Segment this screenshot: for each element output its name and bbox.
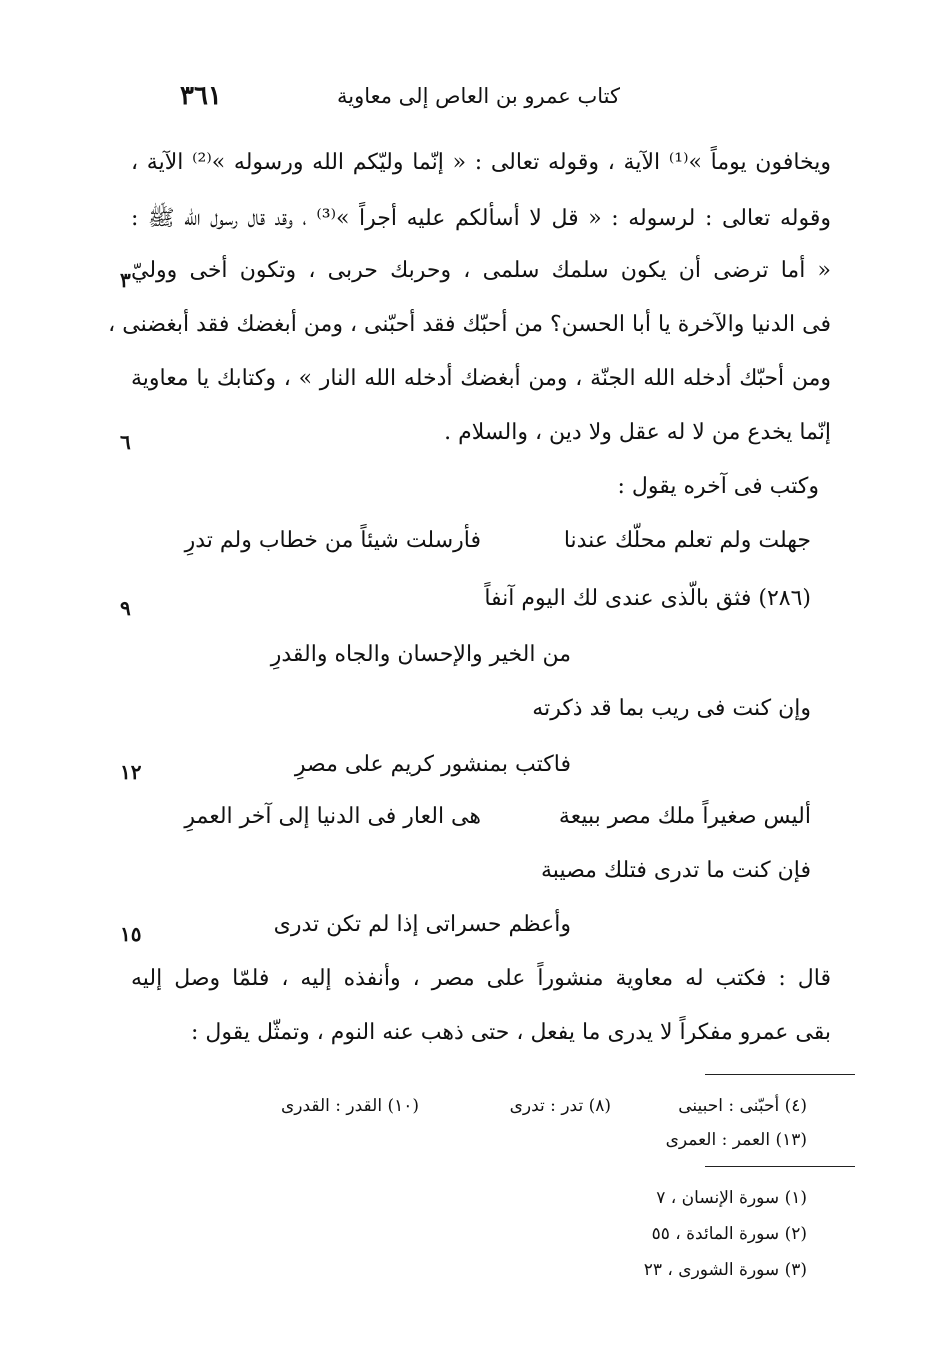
verse-hemistich: وأعظم حسراتى إذا لم تكن تدرى	[273, 912, 571, 937]
variant-note: (٨) تدر : تدرى	[509, 1096, 611, 1116]
text-line: بقى عمرو مفكراً لا يدرى ما يفعل ، حتى ذهب عنه النوم ، وتمثّل يقول :	[190, 1020, 831, 1045]
margin-line-number: ٦	[120, 430, 131, 454]
footnote: (١) سورة الإنسان ، ٧	[656, 1188, 807, 1208]
text-line: وكتب فى آخره يقول :	[617, 474, 819, 499]
page-header	[180, 78, 620, 114]
verse-hemistich: من الخير والإحسان والجاه والقدرِ	[270, 642, 571, 667]
margin-line-number: ٣	[120, 268, 131, 292]
verse-hemistich: هى العار فى الدنيا إلى آخر العمرِ	[184, 804, 481, 829]
variant-note: (١٠) القدر : القدرى	[280, 1096, 419, 1116]
text-line: وقوله تعالى : لرسوله : « قل لا أسألكم عليه أجراً »⁽³⁾ ، وقد قال رسول الله ﷺ :	[131, 206, 832, 231]
margin-line-number: ١٥	[120, 922, 142, 946]
verse-hemistich: فأرسلت شيئاً من خطاب ولم تدرِ	[184, 528, 481, 553]
text-line: ويخافون يوماً »⁽¹⁾ الآية ، وقوله تعالى : « إنّما وليّكم الله ورسوله »⁽²⁾ الآية ،	[131, 150, 832, 175]
variant-note: (١٣) العمر : العمرى	[665, 1130, 807, 1150]
text-line: ومن أحبّك أدخله الله الجنّة ، ومن أبغضك أدخله الله النار » ، وكتابك يا معاوية	[131, 366, 831, 391]
text-line: فى الدنيا والآخرة يا أبا الحسن؟ من أحبّك فقد أحبّنى ، ومن أبغضك فقد أبغضنى ،	[108, 312, 831, 337]
running-title: كتاب عمرو بن العاص إلى معاوية	[336, 84, 620, 108]
verse-hemistich: (٢٨٦) فثق بالّذى عندى لك اليوم آنفاً	[484, 586, 811, 611]
text-line: « أما ترضى أن يكون سلمك سلمى ، وحربك حربى ، وتكون أخى ووليّ	[131, 258, 831, 283]
variant-note: (٤) أحبّنى : احبينى	[678, 1096, 807, 1116]
verse-hemistich: فاكتب بمنشور كريم على مصرِ	[294, 752, 571, 777]
text-line: قال : فكتب له معاوية منشوراً على مصر ، وأنفذه إليه ، فلمّا وصل إليه	[131, 966, 831, 991]
footnote: (٢) سورة المائدة ، ٥٥	[651, 1224, 807, 1244]
verse-hemistich: وإن كنت فى ريب بما قد ذكرته	[532, 696, 811, 721]
verse-hemistich: فإن كنت ما تدرى فتلك مصيبة	[541, 858, 811, 883]
footnote-rule	[705, 1074, 855, 1075]
text-line: إنّما يخدع من لا له عقل ولا دين ، والسلام .	[444, 420, 831, 445]
verse-hemistich: أليس صغيراً ملك مصر ببيعة	[558, 804, 811, 829]
page-number: ٣٦١	[180, 81, 222, 111]
footnote-rule	[705, 1166, 855, 1167]
margin-line-number: ٩	[120, 596, 131, 620]
footnote: (٣) سورة الشورى ، ٢٣	[643, 1260, 807, 1280]
verse-hemistich: جهلت ولم تعلم محلّك عندنا	[563, 528, 811, 553]
margin-line-number: ١٢	[120, 760, 142, 784]
